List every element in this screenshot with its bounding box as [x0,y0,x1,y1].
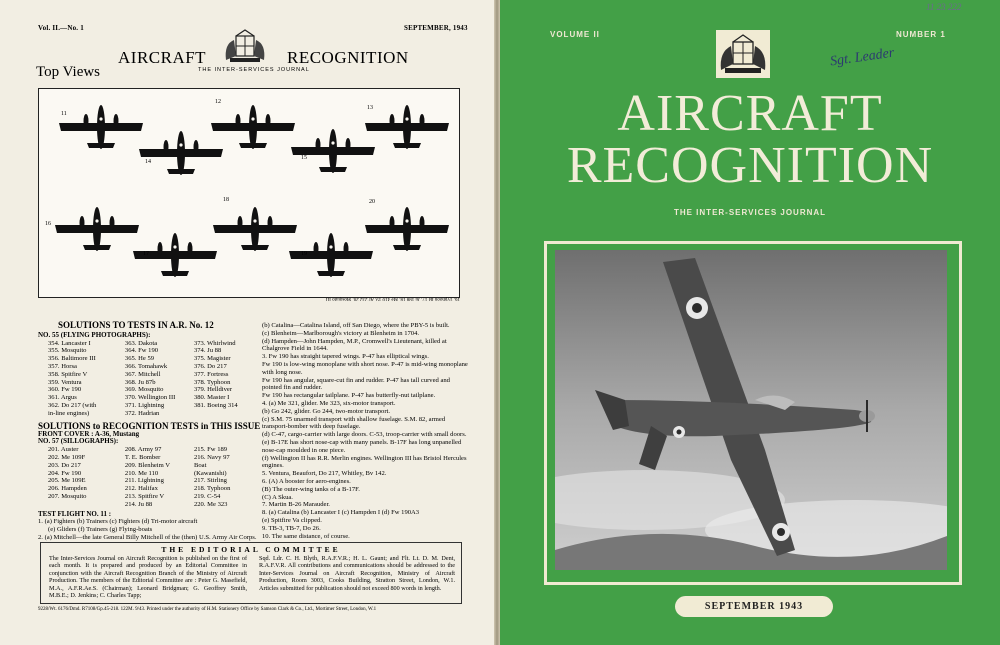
no57-col1 [38,446,125,508]
editorial-text-left: The Inter-Services Journal on Aircraft Recognition is published on the first of each month. It is prepared and produced by an Editorial Committee in conjunction with the Aircraft Recognition Branch of the Ministry of Aircraft Production. The members of the Editorial Committee are : Peter G. Masefield, M.A., A.F.R.Ae.S. (Chairman); Leonard Bridgman; G. Geoffrey Smith, M.B.E.; D. Jenkins; C. Charles Tapp; [49,555,247,600]
list-item: 373. Whirlwind [193,339,236,347]
list-item: 378. Typhoon [193,378,231,386]
answer-line: (d) C-47, cargo-carrier with large doors. C-53, troop-carrier with small doors. [262,431,467,439]
journal-subtitle: THE INTER-SERVICES JOURNAL [198,67,310,73]
front-cover-answer: FRONT COVER : A-36, Mustang [38,429,140,438]
list-item: 364. Fw 190 [124,347,159,355]
no57-col3 [194,446,263,508]
answer-line: 7. Martin B-26 Marauder. [262,501,330,509]
list-item: 216. Navy 97 [193,453,230,461]
list-item: 217. Stirling [193,477,227,485]
royal-crest-icon [716,30,770,78]
list-item: 210. Me 110 [124,469,159,477]
list-item: 377. Fortress [193,370,229,378]
front-cover [500,0,1000,645]
test-flight-answer: 2. (a) Mitchell—the late General Billy Mitchell of the (then) U.S. Army Air Corps. [38,533,257,541]
pencil-note: 11 23 222 [926,2,962,12]
list-item: 357. Horsa [48,362,77,370]
list-item: 367. Mitchell [124,370,161,378]
cover-title-recognition: RECOGNITION [566,137,934,194]
answer-line: (B) The outer-wing tanks of a B-17F. [262,485,360,493]
answer-line: Fw 190 has angular, square-cut fin and rudder. P-47 has tall curved and pointed fin and rudder. [262,376,450,392]
cover-title-aircraft: AIRCRAFT [617,85,883,142]
answer-line: (C) A Skua. [262,493,293,501]
list-item: 219. C-54 [193,492,221,500]
list-item: 206. Hampden [48,485,87,493]
answer-line: (d) Hampden—John Hampden, M.P., Cromwell's Lieutenant, killed at Chalgrove Field in 1644. [262,337,447,353]
title-recognition: RECOGNITION [287,48,409,67]
answer-line: 10. The same distance, of course. [262,532,350,540]
list-item: 379. Helldiver [193,386,233,394]
figure-number: 15 [301,155,307,161]
list-item: 359. Ventura [48,378,82,386]
editorial-title: THE EDITORIAL COMMITTEE [161,545,341,554]
editorial-text-right: Sqd. Ldr. C. H. Blyth, R.A.F.V.R.; H. L. Gaunt; and Flt. Lt. D. M. Dent, R.A.F.V.R. All contributions and communications should be addressed to the Inter-Services Journal on Aircraft Recognition, Ministry of Aircraft Production, Room 3003, Cooks Building, Stratton Street, London, W.1. Articles submitted for publication should not exceed 800 words in length. [259,555,455,592]
list-item: in-line engines) [48,409,90,417]
list-item: 209. Blenheim V [124,461,171,469]
list-item: 371. Lightning [124,401,165,409]
no55-list [38,340,263,418]
list-item: 211. Lightning [124,477,164,485]
list-item: 204. Fw 190 [48,469,82,477]
list-item: 370. Wellington III [124,394,176,402]
no55-heading: NO. 55 (FLYING PHOTOGRAPHS): [38,330,151,339]
list-item: 358. Spitfire V [48,370,88,378]
volume-header: Vol. II.—No. 1 [38,24,84,32]
answer-line: (b) Go 242, glider. Go 244, two-motor transport. [262,407,391,415]
answer-line: 9. TB-3, TB-7, Do 26. [262,524,321,532]
list-item: 372. Hadrian [124,409,160,417]
top-views-figure [38,88,460,298]
cover-subtitle: THE INTER-SERVICES JOURNAL [673,208,827,217]
answer-line: 4. (a) Me 321, glider. Me 323, six-motor transport. [262,399,396,407]
list-item: 380. Master I [193,394,230,402]
list-item: 362. Do 217 (with [48,401,97,409]
list-item: T. E. Bomber [124,453,161,461]
figure-number: 14 [145,159,151,165]
answer-line: 3. Fw 190 has straight tapered wings. P-47 has elliptical wings. [262,353,429,361]
list-item: 201. Auster [48,446,79,454]
list-item: 363. Dakota [124,339,158,347]
list-item: 207. Mosquito [48,492,87,500]
handwritten-note: Sgt. Leader [829,45,896,70]
list-item: 202. Me 109F [48,453,86,461]
printer-footer: 9228/Wt. 6176/Dmd. R7108/Gp.45-218. 122M. 9/43. Printed under the authority of H.M. Stationery Office by Samson Clark & Co., Ltd., Mortimer Street, London, W.1 [38,607,377,612]
cover-photo-mustang [555,250,947,570]
list-item: 356. Baltimore III [48,355,96,363]
test-flight-heading: TEST FLIGHT NO. 11 : [38,509,112,518]
list-item: 365. He 59 [124,355,155,363]
list-item: 369. Mosquito [124,386,164,394]
list-item: 203. Do 217 [48,461,81,469]
list-item: 361. Argus [48,394,77,402]
solutions-heading: SOLUTIONS TO TESTS IN A.R. No. 12 [58,320,214,330]
answer-line: (e) B-17E has short nose-cap with many panels. B-17F has long unpanelled nose-cap moulded in one piece. [262,438,462,454]
figure-number: 11 [61,111,67,117]
list-item: 381. Boeing 314 [193,401,238,409]
no57-list [38,446,263,508]
section-title-top-views: Top Views [36,64,101,80]
figure-number: 13 [367,105,373,111]
answer-line: 6. (A) A booster for aero-engines. [262,477,351,485]
list-item: Boat [193,461,207,469]
editorial-committee-box [40,542,462,604]
aircraft-silhouettes [39,89,459,297]
list-item: 218. Typhoon [193,485,231,493]
figure-number: 20 [369,199,375,205]
title-aircraft: AIRCRAFT [118,48,207,67]
figure-number: 12 [215,99,221,105]
this-issue-heading: SOLUTIONS to RECOGNITION TESTS in THIS ISSUE [38,420,261,431]
test-flight-answer: 1. (a) Fighters (b) Trainers (c) Fighters (d) Tri-motor aircraft [38,518,198,526]
list-item: 215. Fw 189 [193,446,228,454]
test-flight-answer: (e) Gliders (f) Trainers (g) Flying-boats [48,526,153,534]
list-item: 205. Me 109E [48,477,86,485]
solutions-column [38,322,263,542]
answer-line: Fw 190 has rectangular tailplane. P-47 has butterfly-nut tailplane. [262,392,436,400]
answer-line: 5. Ventura, Beaufort, Do 217, Whitley, Bv 142. [262,470,387,478]
answer-line: (c) Blenheim—Marlborough's victory at Blenheim in 1704. [262,329,420,337]
figure-captions-inverted: 16. Typhoon IB 17. Ju 188 18. Me 410 19. Ar 232 20. Mosquito III [325,296,460,301]
no57-heading: NO. 57 (SILLOGRAPHS): [38,437,119,446]
answer-line: (c) S.M. 75 unarmed transport with shallow fuselage. S.M. 82, armed transport-bomber with deep fuselage. [262,415,446,431]
back-page [0,0,496,645]
list-item: (Kawanishi) [193,469,227,477]
list-item: 213. Spitfire V [124,492,165,500]
list-item: 212. Halifax [124,485,158,493]
answer-line: (f) Wellington II has R.R. Merlin engines. Wellington III has Bristol Hercules engines. [262,454,467,470]
royal-crest-icon [222,26,268,66]
answer-line: (e) Spitfire Va clipped. [262,516,322,524]
list-item: 374. Ju 88 [193,347,222,355]
no55-col3 [194,340,263,418]
figure-number: 18 [223,197,229,203]
list-item: 214. Ju 88 [124,500,153,508]
list-item: 355. Mosquito [48,347,87,355]
volume-label: VOLUME II [550,30,600,39]
list-item: 366. Tomahawk [124,362,168,370]
answer-line: (b) Catalina—Catalina Island, off San Diego, where the PBY-5 is built. [262,322,450,329]
no55-col2 [125,340,194,418]
list-item: 368. Ju 87b [124,378,156,386]
date-header: SEPTEMBER, 1943 [404,24,468,32]
no55-col1 [38,340,125,418]
no57-col2 [125,446,194,508]
answer-line: 8. (a) Catalina (b) Lancaster I (c) Hampden I (d) Fw 190A3 [262,509,420,517]
list-item: 375. Magister [193,355,231,363]
figure-number: 19 [301,251,307,257]
answer-line: Fw 190 is low-wing monoplane with short nose. P-47 is mid-wing monoplane with long nose. [262,360,468,376]
number-label: NUMBER 1 [896,30,946,39]
figure-number: 17 [143,251,149,257]
answers-column [262,322,470,540]
list-item: 208. Army 97 [124,446,162,454]
cover-date-badge: SEPTEMBER 1943 [675,596,833,617]
figure-number: 16 [45,221,51,227]
list-item: 360. Fw 190 [48,386,82,394]
list-item: 220. Me 323 [193,500,228,508]
list-item: 354. Lancaster I [48,339,91,347]
list-item: 376. Do 217 [193,362,227,370]
